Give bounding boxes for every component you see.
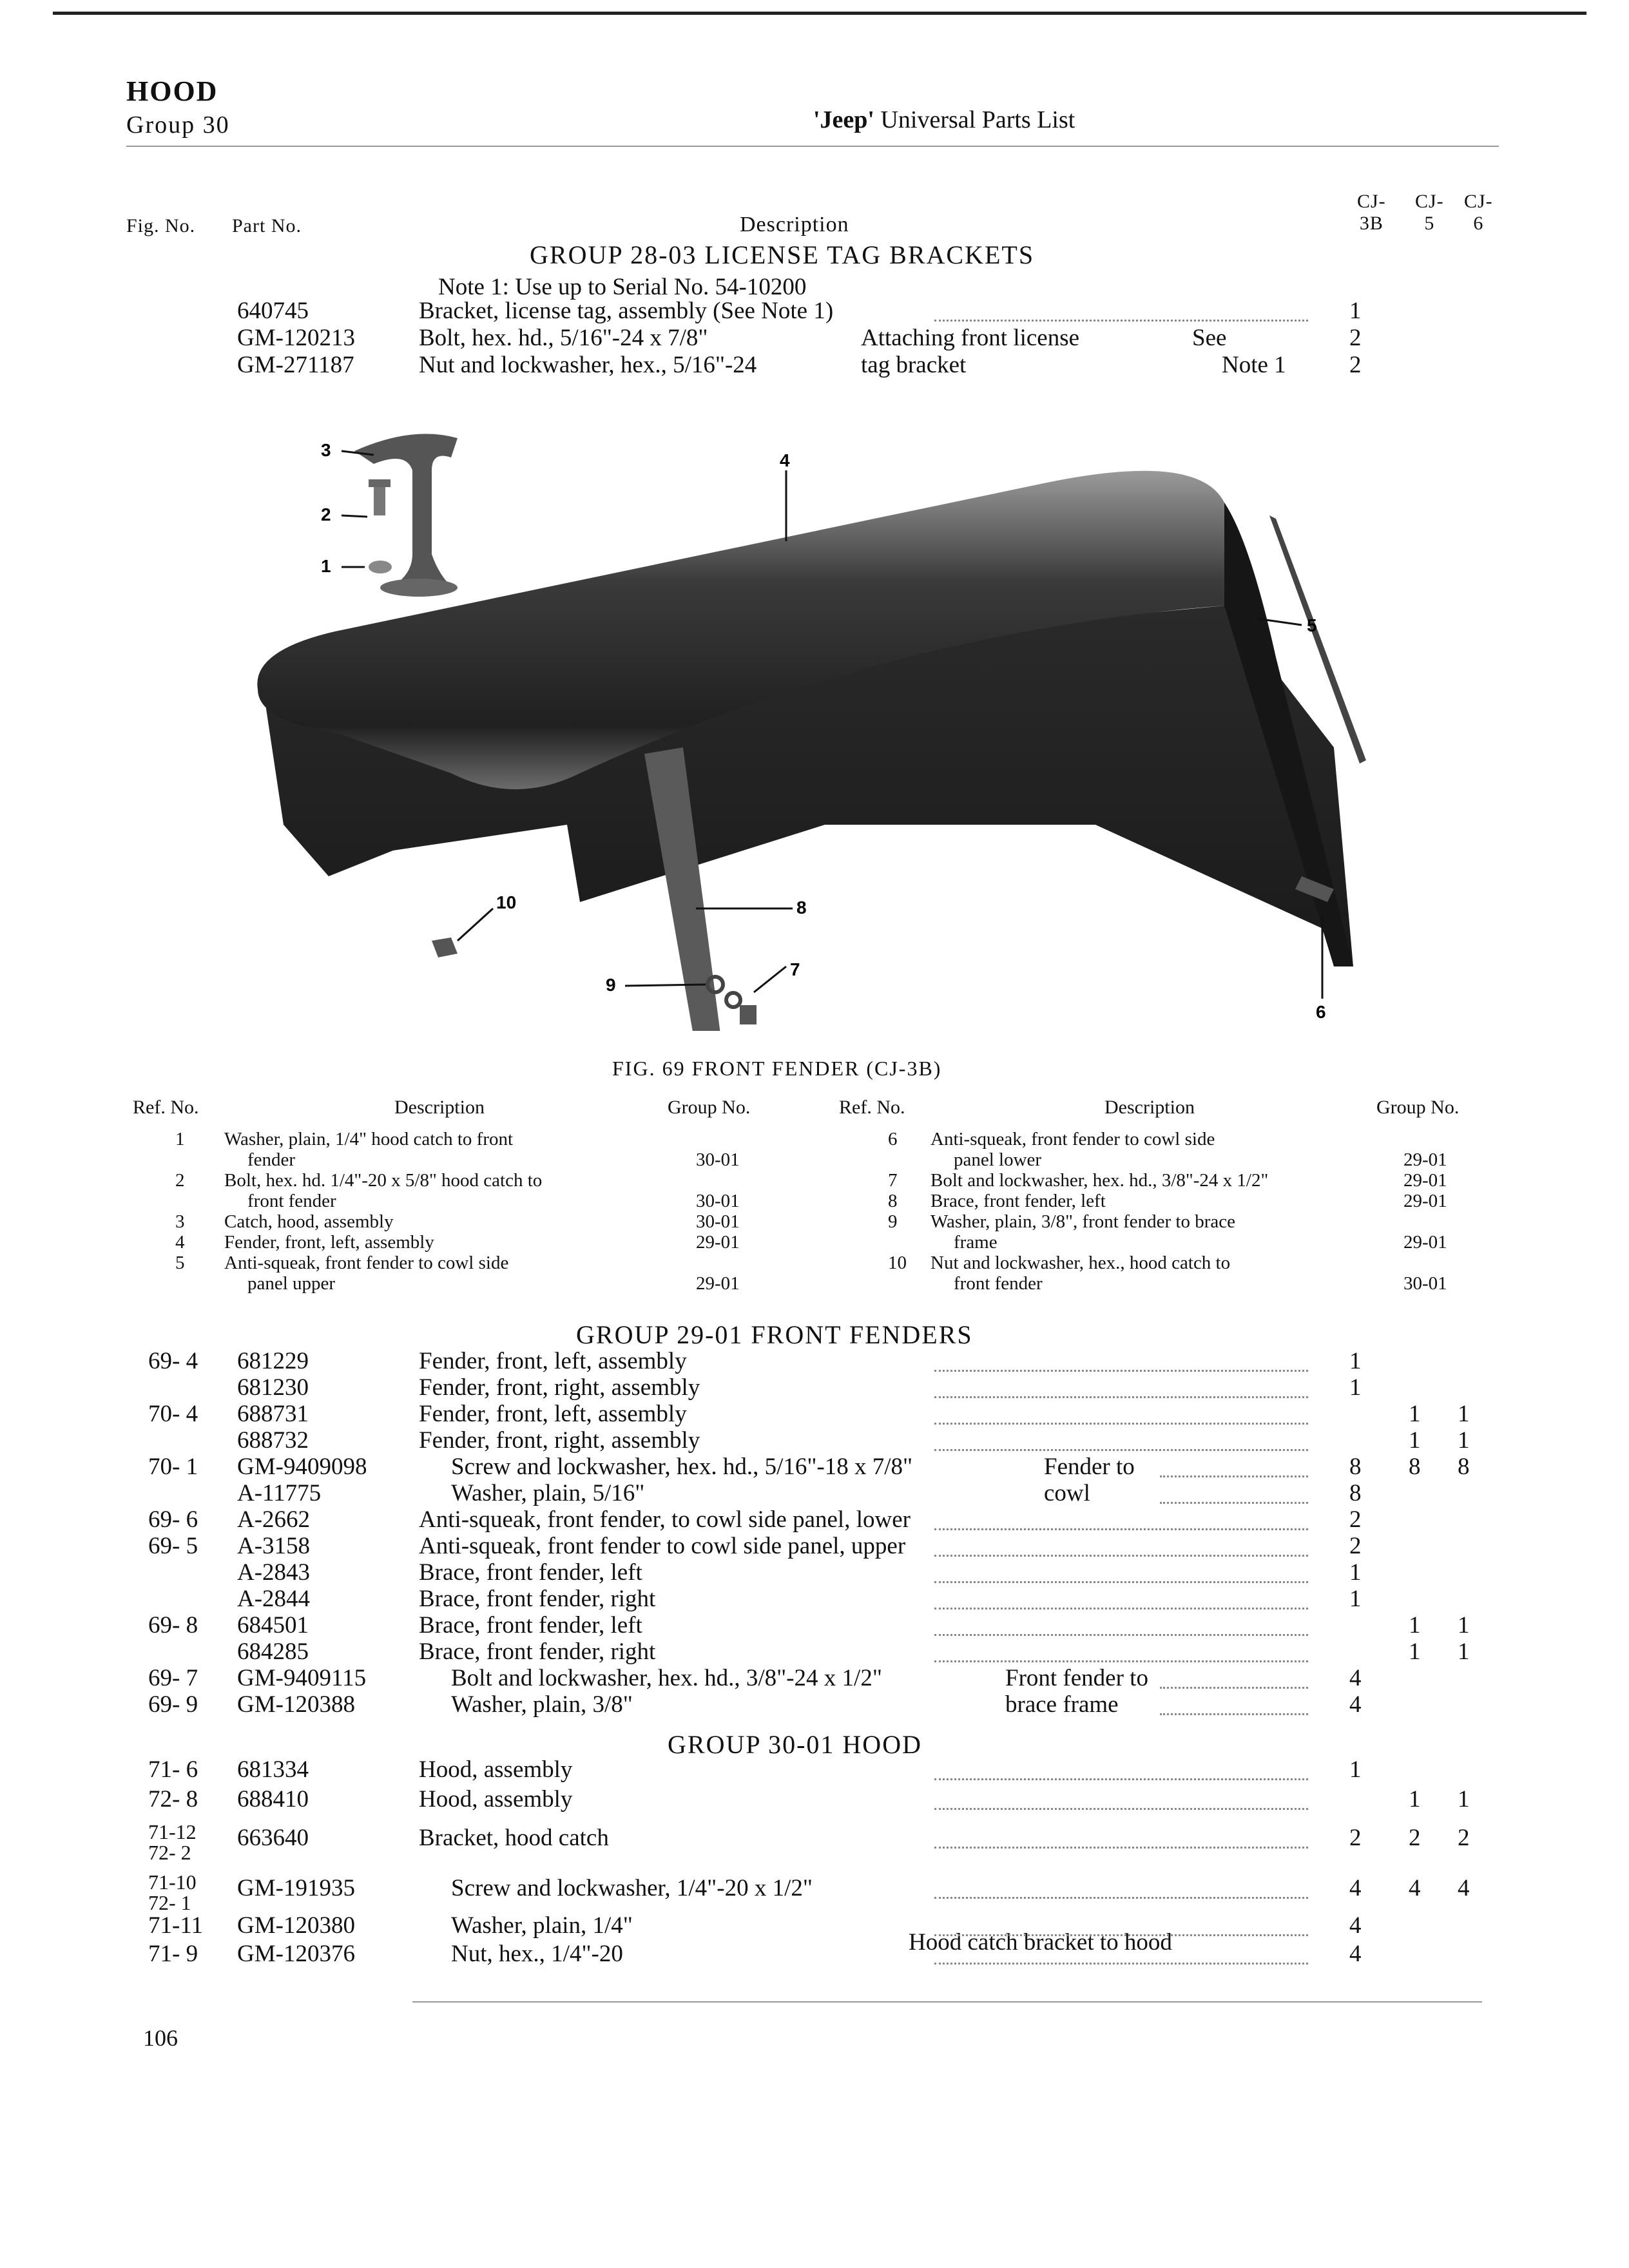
- fig-no: 69- 9: [148, 1691, 198, 1718]
- qty-cj3b: 1: [1349, 1586, 1362, 1612]
- part-description: Washer, plain, 1/4": [451, 1912, 633, 1939]
- qty-cj3b: 4: [1349, 1691, 1362, 1718]
- col-cj6: CJ- 6: [1464, 191, 1493, 234]
- fig-no-2: 72- 2: [148, 1841, 191, 1864]
- part-no: 663640: [237, 1825, 309, 1851]
- part-description: Anti-squeak, front fender, to cowl side panel, lower: [419, 1506, 911, 1533]
- part-description: Screw and lockwasher, hex. hd., 5/16"-18 x 7/8": [451, 1454, 913, 1480]
- ref-header-left-desc: Description: [394, 1097, 485, 1118]
- part-description: Brace, front fender, right: [419, 1586, 656, 1612]
- part-no: 684285: [237, 1639, 309, 1665]
- page-number: 106: [143, 2025, 178, 2051]
- part-no: 681229: [237, 1348, 309, 1374]
- ref-no: 1: [175, 1129, 185, 1149]
- qty-cj3b: 4: [1349, 1912, 1362, 1939]
- ref-description: Catch, hood, assembly: [224, 1211, 394, 1232]
- fig-no: 71-10: [148, 1870, 197, 1894]
- qty-cj3b: 4: [1349, 1665, 1362, 1691]
- dot-leader: [1160, 1687, 1308, 1689]
- ref-header-right-group: Group No.: [1376, 1097, 1460, 1118]
- col-fig-no: Fig. No.: [126, 215, 196, 236]
- ref-no: 9: [888, 1211, 898, 1232]
- parts-row: [0, 1480, 1629, 1507]
- part-description: Bracket, license tag, assembly (See Note 1): [419, 298, 834, 324]
- part-description: Brace, front fender, right: [419, 1639, 656, 1665]
- ref-description-cont: frame: [954, 1232, 998, 1253]
- see-note: See: [1192, 325, 1227, 351]
- callout-1: 1: [321, 556, 331, 576]
- parts-row: [0, 1756, 1629, 1783]
- page-header-title: [813, 106, 1075, 134]
- dot-leader: [934, 1660, 1308, 1662]
- callout-10: 10: [496, 892, 517, 912]
- fig-no: 71-11: [148, 1912, 203, 1939]
- parts-row: [0, 1454, 1629, 1481]
- ref-group-no: 29-01: [1403, 1232, 1447, 1253]
- ref-description: Nut and lockwasher, hex., hood catch to: [930, 1253, 1231, 1273]
- part-description: Hood, assembly: [419, 1756, 573, 1783]
- ref-row: [0, 1170, 1629, 1191]
- part-description: Nut and lockwasher, hex., 5/16"-24: [419, 352, 757, 378]
- callout-5: 5: [1307, 615, 1317, 635]
- ref-header-left-group: Group No.: [668, 1097, 751, 1118]
- callout-3: 3: [321, 440, 331, 460]
- part-description: Brace, front fender, left: [419, 1559, 642, 1586]
- dot-leader: [934, 1963, 1308, 1965]
- attach-note: tag bracket: [861, 352, 967, 378]
- part-description: Washer, plain, 5/16": [451, 1480, 645, 1506]
- ref-group-no: 29-01: [696, 1273, 740, 1294]
- qty-cj5: 4: [1409, 1875, 1421, 1901]
- parts-row: [0, 1586, 1629, 1613]
- col-cj5: CJ- 5: [1415, 191, 1444, 234]
- qty-cj5: 1: [1409, 1401, 1421, 1427]
- part-no: A-3158: [237, 1533, 311, 1559]
- parts-row: [0, 352, 1629, 379]
- parts-row: [0, 1870, 1629, 1914]
- callout-6: 6: [1316, 1002, 1326, 1022]
- fig-no-2: 72- 1: [148, 1891, 191, 1914]
- qty-cj3b: 2: [1349, 1506, 1362, 1533]
- parts-row: [0, 1559, 1629, 1586]
- qty-cj3b: 4: [1349, 1941, 1362, 1967]
- qty-cj3b: 1: [1349, 1559, 1362, 1586]
- fig-no: 70- 1: [148, 1454, 198, 1480]
- qty-cj6: 1: [1458, 1401, 1470, 1427]
- part-no: GM-191935: [237, 1875, 355, 1901]
- group-28-03-title: GROUP 28-03 LICENSE TAG BRACKETS: [530, 240, 1035, 269]
- qty-cj5: 8: [1409, 1454, 1421, 1480]
- qty-cj5: 1: [1409, 1612, 1421, 1639]
- parts-row: [0, 1665, 1629, 1692]
- parts-row: [0, 1612, 1629, 1639]
- part-no: GM-9409115: [237, 1665, 367, 1691]
- part-description: Fender, front, right, assembly: [419, 1427, 700, 1454]
- part-description: Fender, front, left, assembly: [419, 1401, 687, 1427]
- fig-no: 71- 6: [148, 1756, 198, 1783]
- part-description: Washer, plain, 3/8": [451, 1691, 633, 1718]
- col-cj3b: CJ- 3B: [1357, 191, 1386, 234]
- ref-header-right-desc: Description: [1104, 1097, 1195, 1118]
- dot-leader: [1160, 1713, 1308, 1715]
- ref-description: Fender, front, left, assembly: [224, 1232, 434, 1253]
- dot-leader: [934, 1528, 1308, 1530]
- group-label: Group 30: [126, 111, 230, 139]
- part-no: GM-120213: [237, 325, 355, 351]
- ref-group-no: 29-01: [1403, 1170, 1447, 1191]
- ref-row: [0, 1191, 1629, 1211]
- fig-no: 69- 5: [148, 1533, 198, 1559]
- ref-group-no: 29-01: [1403, 1149, 1447, 1170]
- ref-no: 3: [175, 1211, 185, 1232]
- parts-row: [0, 1639, 1629, 1666]
- callout-2: 2: [321, 505, 331, 524]
- part-no: 688731: [237, 1401, 309, 1427]
- col-part-no: Part No.: [232, 215, 302, 236]
- dot-leader: [934, 1778, 1308, 1780]
- part-no: GM-120388: [237, 1691, 355, 1718]
- qty-cj3b: 1: [1349, 1756, 1362, 1783]
- dot-leader: [934, 1396, 1308, 1398]
- ref-description: Washer, plain, 1/4" hood catch to front: [224, 1129, 514, 1149]
- parts-row: [0, 1691, 1629, 1718]
- qty-cj3b: 2: [1349, 325, 1362, 351]
- part-description: Bolt, hex. hd., 5/16"-24 x 7/8": [419, 325, 708, 351]
- ref-description-cont: front fender: [954, 1273, 1043, 1294]
- parts-row: [0, 1786, 1629, 1813]
- ref-group-no: 30-01: [696, 1149, 740, 1170]
- ref-no: 8: [888, 1191, 898, 1211]
- qty-cj6: 1: [1458, 1786, 1470, 1812]
- footer-rule: [412, 2001, 1482, 2003]
- col-description: Description: [740, 213, 849, 236]
- ref-row: [0, 1211, 1629, 1253]
- attach-note: Fender to: [1044, 1454, 1135, 1480]
- dot-leader: [934, 320, 1308, 322]
- parts-row: [0, 298, 1629, 325]
- dot-leader: [934, 1423, 1308, 1425]
- fig-no: 69- 8: [148, 1612, 198, 1639]
- part-description: Bolt and lockwasher, hex. hd., 3/8"-24 x 1/2": [451, 1665, 882, 1691]
- fig-no: 69- 4: [148, 1348, 198, 1374]
- dot-leader: [934, 1449, 1308, 1451]
- fig-no: 71- 9: [148, 1941, 198, 1967]
- qty-cj6: 1: [1458, 1639, 1470, 1665]
- part-no: A-2662: [237, 1506, 311, 1533]
- dot-leader: [934, 1608, 1308, 1610]
- ref-description: Brace, front fender, left: [930, 1191, 1106, 1211]
- figure-caption: FIG. 69 FRONT FENDER (CJ-3B): [612, 1057, 942, 1080]
- part-no: A-11775: [237, 1480, 322, 1506]
- qty-cj3b: 2: [1349, 1533, 1362, 1559]
- section-title: HOOD: [126, 75, 218, 107]
- dot-leader: [934, 1808, 1308, 1810]
- part-description: Nut, hex., 1/4"-20: [451, 1941, 623, 1967]
- ref-description-cont: panel lower: [954, 1149, 1042, 1170]
- see-note: Note 1: [1222, 352, 1286, 378]
- top-rule: [53, 12, 1586, 15]
- header-rule: [126, 146, 1499, 147]
- attach-note: cowl: [1044, 1480, 1090, 1506]
- parts-row: [0, 1506, 1629, 1533]
- ref-row: [0, 1253, 1629, 1294]
- qty-cj3b: 1: [1349, 1348, 1362, 1374]
- parts-row: [0, 1941, 1629, 1968]
- qty-cj3b: 1: [1349, 1374, 1362, 1401]
- dot-leader: [934, 1634, 1308, 1636]
- ref-no: 7: [888, 1170, 898, 1191]
- qty-cj6: 2: [1458, 1825, 1470, 1851]
- qty-cj6: 1: [1458, 1427, 1470, 1454]
- ref-description-cont: fender: [247, 1149, 296, 1170]
- brand-name: 'Jeep': [813, 106, 874, 133]
- ref-no: 4: [175, 1232, 185, 1253]
- qty-cj6: 1: [1458, 1612, 1470, 1639]
- qty-cj5: 1: [1409, 1639, 1421, 1665]
- callout-8: 8: [796, 898, 807, 918]
- ref-description: Bolt, hex. hd. 1/4"-20 x 5/8" hood catch to: [224, 1170, 543, 1191]
- parts-row: [0, 1374, 1629, 1401]
- attach-note: brace frame: [1005, 1691, 1119, 1718]
- fig-no: 71-12: [148, 1820, 197, 1843]
- fig-no: 69- 6: [148, 1506, 198, 1533]
- part-no: 681334: [237, 1756, 309, 1783]
- ref-group-no: 30-01: [696, 1211, 740, 1232]
- attach-note: Hood catch bracket to hood: [909, 1929, 1172, 1956]
- title-rest: Universal Parts List: [874, 106, 1075, 133]
- qty-cj6: 8: [1458, 1454, 1470, 1480]
- group-29-01-title: GROUP 29-01 FRONT FENDERS: [576, 1320, 973, 1349]
- ref-group-no: 30-01: [696, 1191, 740, 1211]
- part-no: GM-271187: [237, 352, 354, 378]
- part-no: 640745: [237, 298, 309, 324]
- ref-group-no: 29-01: [696, 1232, 740, 1253]
- part-no: GM-120380: [237, 1912, 355, 1939]
- part-no: 681230: [237, 1374, 309, 1401]
- group-30-01-title: GROUP 30-01 HOOD: [668, 1730, 922, 1759]
- part-no: 688410: [237, 1786, 309, 1812]
- ref-no: 10: [888, 1253, 907, 1273]
- hood-catch: [354, 434, 458, 586]
- callout-4: 4: [780, 450, 790, 470]
- part-description: Hood, assembly: [419, 1786, 573, 1812]
- group-28-03-note: Note 1: Use up to Serial No. 54-10200: [438, 274, 807, 300]
- ref-description: Anti-squeak, front fender to cowl side: [224, 1253, 509, 1273]
- parts-row: [0, 1427, 1629, 1454]
- qty-cj3b: 2: [1349, 1825, 1362, 1851]
- qty-cj3b: 4: [1349, 1875, 1362, 1901]
- parts-row: [0, 1820, 1629, 1864]
- parts-row: [0, 325, 1629, 352]
- ref-description: Bolt and lockwasher, hex. hd., 3/8"-24 x 1/2": [930, 1170, 1269, 1191]
- qty-cj3b: 1: [1349, 298, 1362, 324]
- qty-cj3b: 8: [1349, 1480, 1362, 1506]
- attach-note: Front fender to: [1005, 1665, 1148, 1691]
- callout-7: 7: [790, 959, 800, 979]
- dot-leader: [934, 1581, 1308, 1583]
- part-no: GM-120376: [237, 1941, 355, 1967]
- ref-group-no: 29-01: [1403, 1191, 1447, 1211]
- part-description: Brace, front fender, left: [419, 1612, 642, 1639]
- fig-no: 70- 4: [148, 1401, 198, 1427]
- dot-leader: [934, 1370, 1308, 1372]
- parts-row: [0, 1533, 1629, 1560]
- qty-cj3b: 2: [1349, 352, 1362, 378]
- part-no: 688732: [237, 1427, 309, 1454]
- ref-group-no: 30-01: [1403, 1273, 1447, 1294]
- dot-leader: [934, 1934, 1308, 1936]
- ref-description-cont: front fender: [247, 1191, 336, 1211]
- dot-leader: [934, 1847, 1308, 1849]
- ref-no: 6: [888, 1129, 898, 1149]
- part-no: A-2843: [237, 1559, 311, 1586]
- fig-no: 69- 7: [148, 1665, 198, 1691]
- qty-cj3b: 8: [1349, 1454, 1362, 1480]
- part-description: Anti-squeak, front fender to cowl side panel, upper: [419, 1533, 906, 1559]
- ref-description: Anti-squeak, front fender to cowl side: [930, 1129, 1215, 1149]
- ref-no: 2: [175, 1170, 185, 1191]
- dot-leader: [1160, 1502, 1308, 1504]
- dot-leader: [1160, 1475, 1308, 1477]
- part-description: Bracket, hood catch: [419, 1825, 609, 1851]
- dot-leader: [934, 1555, 1308, 1557]
- qty-cj5: 2: [1409, 1825, 1421, 1851]
- callout-9: 9: [606, 975, 616, 995]
- front-fender-illustration: [245, 412, 1405, 1031]
- part-description: Screw and lockwasher, 1/4"-20 x 1/2": [451, 1875, 813, 1901]
- part-description: Fender, front, right, assembly: [419, 1374, 700, 1401]
- dot-leader: [934, 1897, 1308, 1899]
- fig-no: 72- 8: [148, 1786, 198, 1812]
- parts-row: [0, 1348, 1629, 1375]
- part-no: GM-9409098: [237, 1454, 367, 1480]
- attach-note: Attaching front license: [861, 325, 1080, 351]
- qty-cj5: 1: [1409, 1786, 1421, 1812]
- ref-header-left-ref: Ref. No.: [133, 1097, 199, 1118]
- part-description: Fender, front, left, assembly: [419, 1348, 687, 1374]
- ref-header-right-ref: Ref. No.: [839, 1097, 905, 1118]
- part-no: 684501: [237, 1612, 309, 1639]
- ref-description: Washer, plain, 3/8", front fender to brace: [930, 1211, 1235, 1232]
- qty-cj6: 4: [1458, 1875, 1470, 1901]
- qty-cj5: 1: [1409, 1427, 1421, 1454]
- part-no: A-2844: [237, 1586, 311, 1612]
- ref-description-cont: panel upper: [247, 1273, 336, 1294]
- ref-row: [0, 1129, 1629, 1170]
- ref-no: 5: [175, 1253, 185, 1273]
- parts-row: [0, 1401, 1629, 1428]
